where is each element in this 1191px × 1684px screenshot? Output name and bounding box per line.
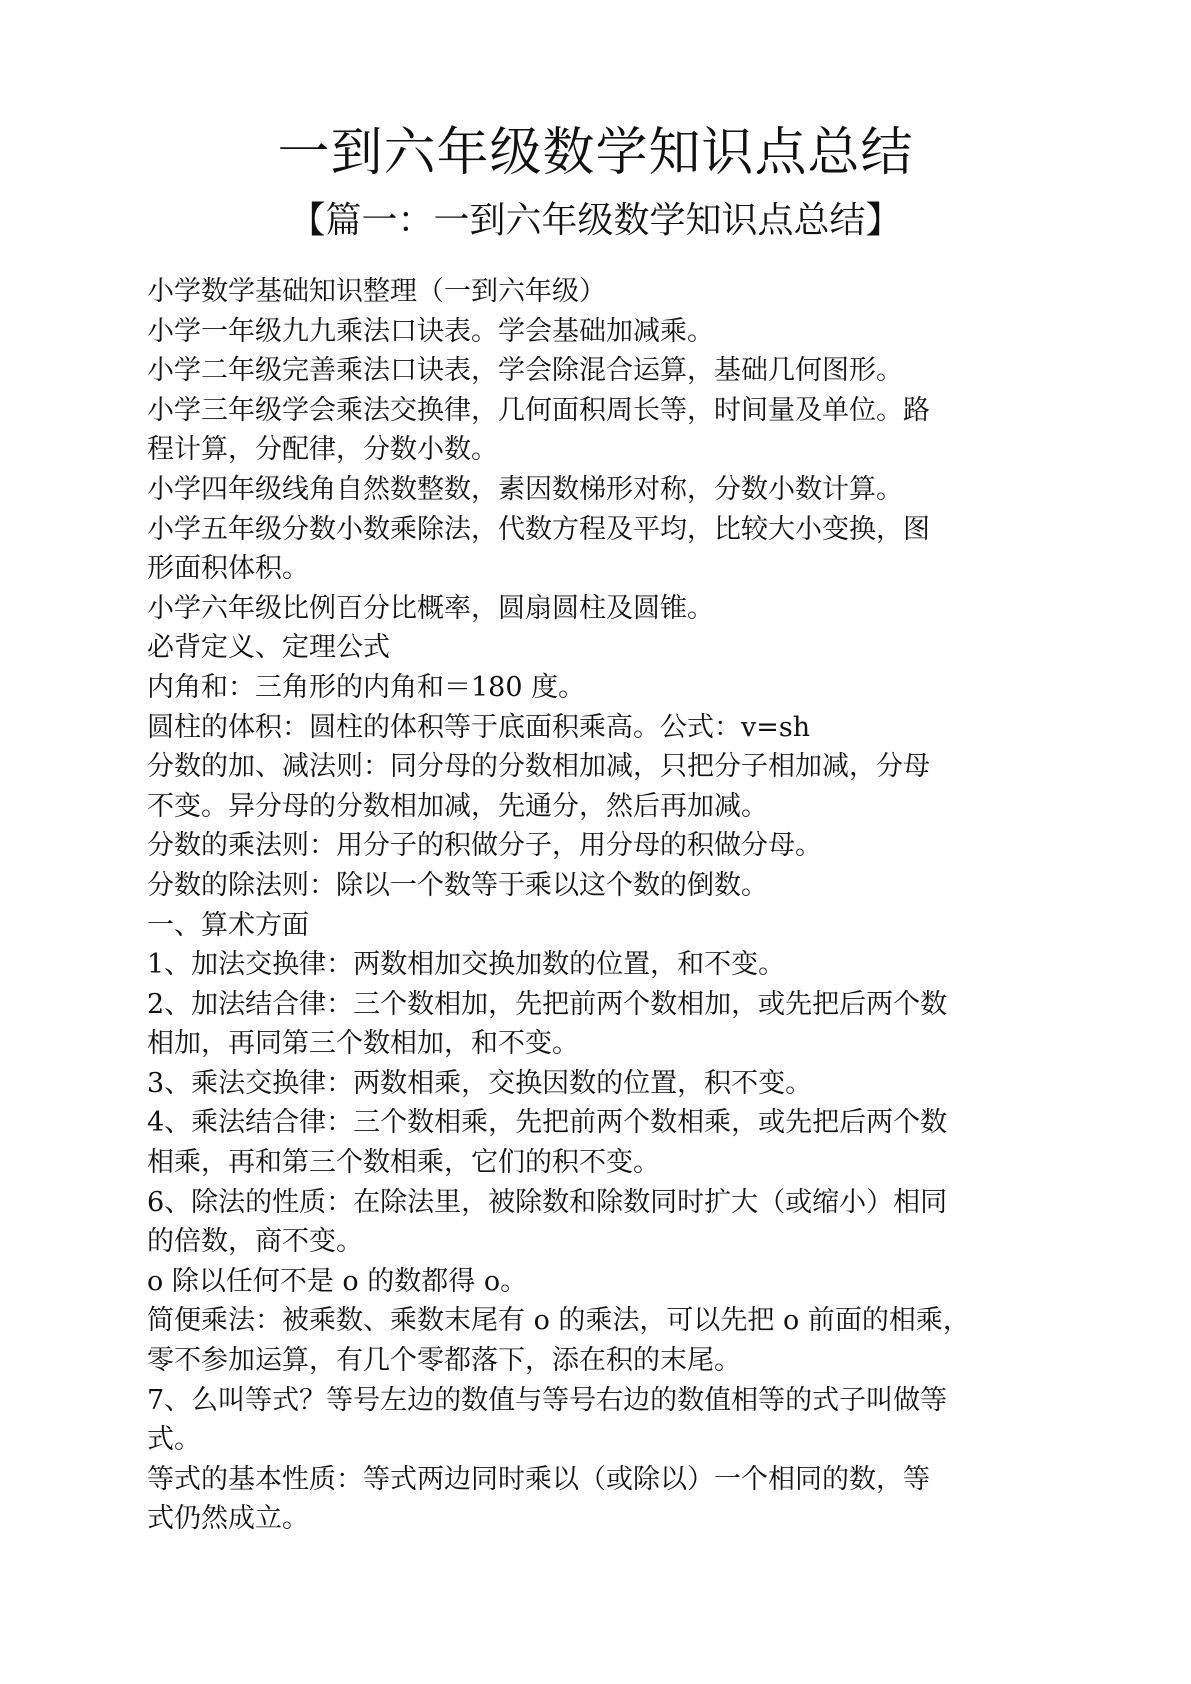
body-text-line: 圆柱的体积：圆柱的体积等于底面积乘高。公式：v=sh — [147, 711, 811, 743]
body-text-line: 1、加法交换律：两数相加交换加数的位置，和不变。 — [147, 949, 786, 981]
body-text-line: 小学二年级完善乘法口诀表，学会除混合运算，基础几何图形。 — [147, 355, 903, 387]
body-text-line: 4、乘法结合律：三个数相乘，先把前两个数相乘，或先把后两个数 — [147, 1107, 948, 1139]
body-text-line: 小学三年级学会乘法交换律，几何面积周长等，时间量及单位。路 — [147, 394, 930, 426]
body-text-line: 相加，再同第三个数相加，和不变。 — [147, 1028, 579, 1060]
body-text-line: 小学四年级线角自然数整数，素因数梯形对称，分数小数计算。 — [147, 473, 903, 505]
document-title: 一到六年级数学知识点总结 — [277, 123, 914, 183]
body-text-line: 7、么叫等式？等号左边的数值与等号右边的数值相等的式子叫做等 — [147, 1384, 948, 1416]
body-text-line: 6、除法的性质：在除法里，被除数和除数同时扩大（或缩小）相同 — [147, 1186, 948, 1218]
body-text-line: 等式的基本性质：等式两边同时乘以（或除以）一个相同的数，等 — [147, 1463, 930, 1495]
document-subtitle: 【篇一：一到六年级数学知识点总结】 — [289, 200, 902, 241]
body-text-line: 式仍然成立。 — [147, 1503, 309, 1535]
body-text-line: 小学五年级分数小数乘除法，代数方程及平均，比较大小变换，图 — [147, 513, 930, 545]
body-text-line: 不变。异分母的分数相加减，先通分，然后再加减。 — [147, 790, 768, 822]
body-text-line: 简便乘法：被乘数、乘数末尾有 o 的乘法，可以先把 o 前面的相乘， — [147, 1305, 970, 1337]
body-text-line: 零不参加运算，有几个零都落下，添在积的末尾。 — [147, 1345, 741, 1377]
body-text-line: 程计算，分配律，分数小数。 — [147, 434, 498, 466]
body-text-line: 必背定义、定理公式 — [147, 632, 390, 664]
body-text-line: 相乘，再和第三个数相乘，它们的积不变。 — [147, 1147, 660, 1179]
body-text-line: 式。 — [147, 1424, 201, 1456]
document-body — [147, 272, 1057, 1539]
body-text-line: 分数的除法则：除以一个数等于乘以这个数的倒数。 — [147, 869, 768, 901]
body-text-line: 分数的加、减法则：同分母的分数相加减，只把分子相加减，分母 — [147, 751, 930, 783]
body-text-line: 一、算术方面 — [147, 909, 309, 941]
body-text-line: 分数的乘法则：用分子的积做分子，用分母的积做分母。 — [147, 830, 822, 862]
body-text-line: 小学数学基础知识整理（一到六年级） — [147, 276, 606, 307]
body-text-line: 形面积体积。 — [147, 553, 309, 585]
body-text-line: 内角和：三角形的内角和＝180 度。 — [147, 671, 586, 703]
body-text-line: 3、乘法交换律：两数相乘，交换因数的位置，积不变。 — [147, 1067, 813, 1099]
body-text-line: 小学六年级比例百分比概率，圆扇圆柱及圆锥。 — [147, 592, 714, 624]
body-text-line: o 除以任何不是 o 的数都得 o。 — [147, 1265, 528, 1297]
body-text-line: 小学一年级九九乘法口诀表。学会基础加减乘。 — [147, 315, 714, 347]
body-text-line: 的倍数，商不变。 — [147, 1226, 363, 1258]
body-text-line: 2、加法结合律：三个数相加，先把前两个数相加，或先把后两个数 — [147, 988, 948, 1020]
